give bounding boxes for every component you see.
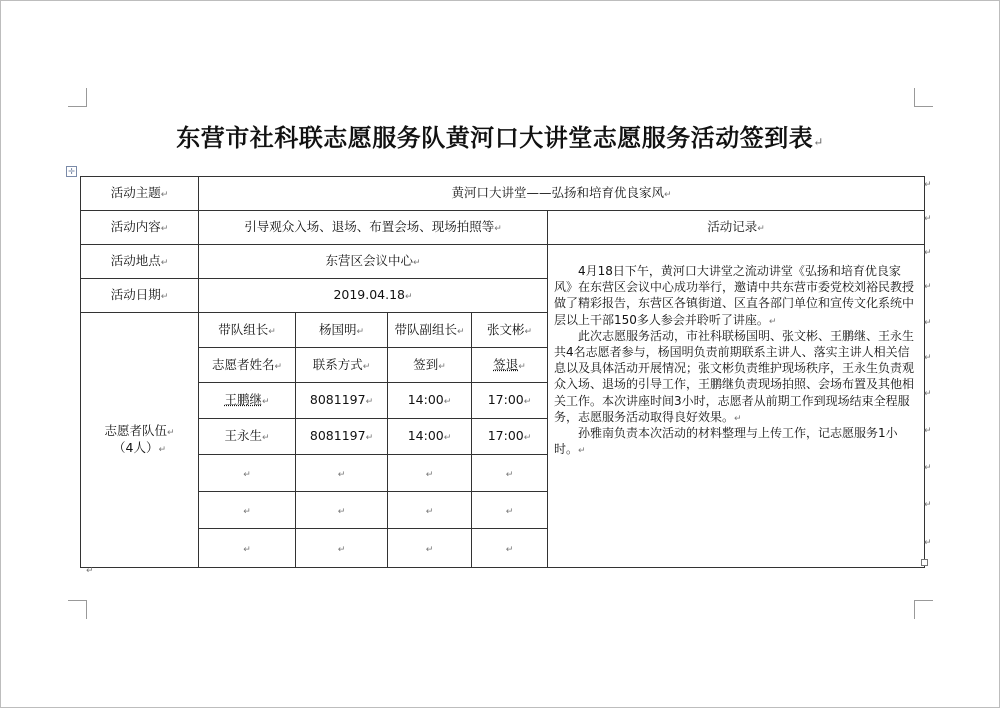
volunteer-name-cell[interactable]: 王永生↵ xyxy=(199,419,296,455)
record-paragraph-1: 4月18日下午，黄河口大讲堂之流动讲堂《弘扬和培育优良家风》在东营区会议中心成功举行，邀请中共东营市委党校刘裕民教授做了精彩报告，东营区各镇街道、区直各部门单位和宣传文化系统中层以上干部150多人参会并聆听了讲座。↵ xyxy=(554,264,915,327)
empty-cell[interactable]: ↵ xyxy=(472,529,548,568)
col-header-checkin[interactable]: 签到↵ xyxy=(388,348,472,383)
empty-cell[interactable]: ↵ xyxy=(199,529,296,568)
location-value-cell[interactable]: 东营区会议中心↵ xyxy=(199,245,548,279)
paragraph-mark-icon: ↵ xyxy=(813,135,824,149)
crop-mark-bottom-right xyxy=(914,600,933,619)
table-resize-handle-icon[interactable] xyxy=(921,559,928,566)
theme-value-cell[interactable]: 黄河口大讲堂——弘扬和培育优良家风↵ xyxy=(199,177,925,211)
volunteer-checkout-cell[interactable]: 17:00↵ xyxy=(472,383,548,419)
content-label-cell[interactable]: 活动内容↵ xyxy=(81,211,199,245)
crop-mark-top-left xyxy=(68,88,87,107)
record-paragraph-3: 孙雅南负责本次活动的材料整理与上传工作，记志愿服务1小时。↵ xyxy=(554,425,898,457)
volunteer-contact-cell[interactable]: 8081197↵ xyxy=(296,419,388,455)
col-header-contact[interactable]: 联系方式↵ xyxy=(296,348,388,383)
empty-cell[interactable]: ↵ xyxy=(472,492,548,529)
document-end-mark-icon: ↵ xyxy=(86,566,94,576)
activity-record-cell[interactable] xyxy=(548,245,925,568)
col-header-name[interactable]: 志愿者姓名↵ xyxy=(199,348,296,383)
title-text: 东营市社科联志愿服务队黄河口大讲堂志愿服务活动签到表 xyxy=(176,123,814,152)
empty-cell[interactable]: ↵ xyxy=(388,492,472,529)
row-end-mark-icon: ↵ xyxy=(924,463,932,473)
empty-cell[interactable]: ↵ xyxy=(472,455,548,492)
row-end-mark-icon: ↵ xyxy=(924,389,932,399)
volunteer-contact-cell[interactable]: 8081197↵ xyxy=(296,383,388,419)
crop-mark-top-right xyxy=(914,88,933,107)
content-value-cell[interactable]: 引导观众入场、退场、布置会场、现场拍照等↵ xyxy=(199,211,548,245)
sign-in-table xyxy=(80,176,925,568)
row-end-mark-icon: ↵ xyxy=(924,318,932,328)
table-row xyxy=(81,245,925,279)
empty-cell[interactable]: ↵ xyxy=(388,455,472,492)
date-label-cell[interactable]: 活动日期↵ xyxy=(81,279,199,313)
team-label-cell[interactable]: 志愿者队伍↵ （4人）↵ xyxy=(81,313,199,568)
record-paragraph-2: 此次志愿服务活动，市社科联杨国明、张文彬、王鹏继、王永生共4名志愿者参与，杨国明负责前期联系主讲人、落实主讲人相关信息以及具体活动开展情况；张文彬负责维护现场秩序，王永生负责观众入场、退场的引导工作，王鹏继负责现场拍照、会场布置及其他相关工作。本次讲座时间3小时，志愿者从前期工作到现场结束全程服务，志愿服务活动取得良好效果。↵ xyxy=(554,328,915,424)
table-row xyxy=(81,211,925,245)
empty-cell[interactable]: ↵ xyxy=(296,492,388,529)
row-end-mark-icon: ↵ xyxy=(924,538,932,548)
row-end-mark-icon: ↵ xyxy=(924,282,932,292)
date-value-cell[interactable]: 2019.04.18↵ xyxy=(199,279,548,313)
deputy-name-cell[interactable]: 张文彬↵ xyxy=(472,313,548,348)
empty-cell[interactable]: ↵ xyxy=(199,455,296,492)
row-end-mark-icon: ↵ xyxy=(924,180,932,190)
record-label-cell[interactable]: 活动记录↵ xyxy=(548,211,925,245)
theme-label-cell[interactable]: 活动主题↵ xyxy=(81,177,199,211)
leader-label-cell[interactable]: 带队组长↵ xyxy=(199,313,296,348)
crop-mark-bottom-left xyxy=(68,600,87,619)
table-move-handle-icon[interactable]: ✛ xyxy=(66,166,77,177)
row-end-mark-icon: ↵ xyxy=(924,248,932,258)
leader-name-cell[interactable]: 杨国明↵ xyxy=(296,313,388,348)
row-end-mark-icon: ↵ xyxy=(924,353,932,363)
col-header-checkout[interactable]: 签退↵ xyxy=(472,348,548,383)
document-title xyxy=(0,118,1000,153)
empty-cell[interactable]: ↵ xyxy=(296,529,388,568)
location-label-cell[interactable]: 活动地点↵ xyxy=(81,245,199,279)
empty-cell[interactable]: ↵ xyxy=(296,455,388,492)
row-end-mark-icon: ↵ xyxy=(924,426,932,436)
deputy-label-cell[interactable]: 带队副组长↵ xyxy=(388,313,472,348)
volunteer-checkin-cell[interactable]: 14:00↵ xyxy=(388,383,472,419)
table-row xyxy=(81,177,925,211)
row-end-mark-icon: ↵ xyxy=(924,500,932,510)
row-end-mark-icon: ↵ xyxy=(924,214,932,224)
volunteer-name-cell[interactable]: 王鹏继↵ xyxy=(199,383,296,419)
empty-cell[interactable]: ↵ xyxy=(388,529,472,568)
volunteer-checkin-cell[interactable]: 14:00↵ xyxy=(388,419,472,455)
volunteer-checkout-cell[interactable]: 17:00↵ xyxy=(472,419,548,455)
empty-cell[interactable]: ↵ xyxy=(199,492,296,529)
